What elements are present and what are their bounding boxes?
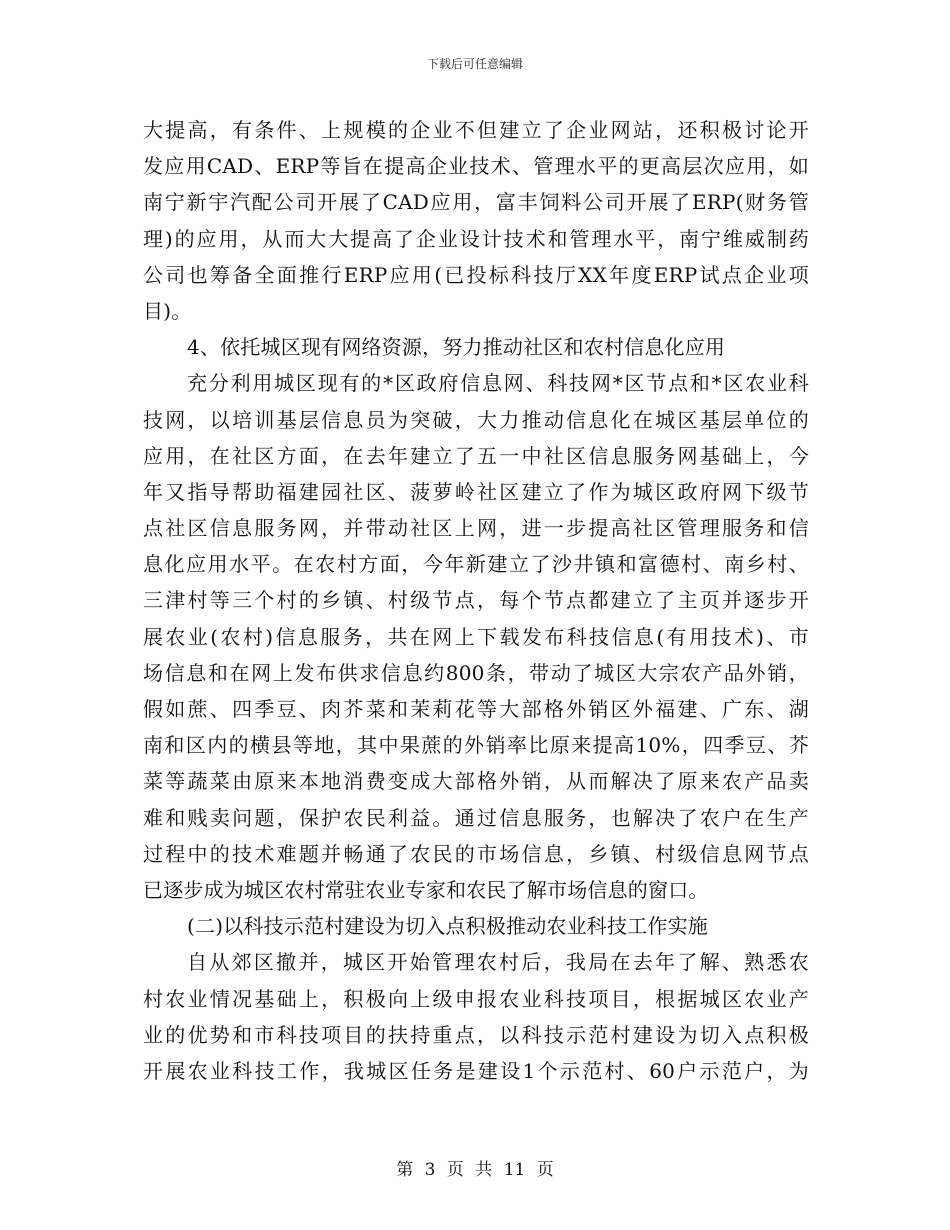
- page-header: 下载后可任意编辑: [426, 57, 523, 71]
- text-line: 菜等蔬菜由原来本地消费变成大部格外销，从而解决了原来农产品卖: [143, 769, 809, 794]
- text-line: 难和贱卖问题，保护农民利益。通过信息服务，也解决了农户在生产: [143, 805, 809, 830]
- text-line: 4、依托城区现有网络资源，努力推动社区和农村信息化应用: [187, 335, 726, 360]
- text-line: 技网，以培训基层信息员为突破，大力推动信息化在城区基层单位的: [143, 407, 809, 432]
- text-line: 发应用CAD、ERP等旨在提高企业技术、管理水平的更高层次应用，如: [143, 154, 809, 179]
- page-footer: 第 3 页 共 11 页: [396, 1160, 554, 1180]
- text-line: 点社区信息服务网，并带动社区上网，进一步提高社区管理服务和信: [143, 516, 809, 541]
- text-line: 已逐步成为城区农村常驻农业专家和农民了解市场信息的窗口。: [143, 877, 709, 902]
- text-line: 大提高，有条件、上规模的企业不但建立了企业网站，还积极讨论开: [143, 118, 809, 142]
- text-line: 过程中的技术难题并畅通了农民的市场信息，乡镇、村级信息网节点: [143, 841, 809, 866]
- text-line: 理)的应用，从而大大提高了企业设计技术和管理水平，南宁维威制药: [143, 226, 809, 251]
- text-line: 业的优势和市科技项目的扶持重点，以科技示范村建设为切入点积极: [143, 1022, 809, 1047]
- text-line: 息化应用水平。在农村方面，今年新建立了沙井镇和富德村、南乡村、: [143, 552, 809, 577]
- text-line: 自从郊区撤并，城区开始管理农村后，我局在去年了解、熟悉农: [187, 950, 809, 975]
- text-line: 南宁新宇汽配公司开展了CAD应用，富丰饲料公司开展了ERP(财务管: [143, 190, 809, 215]
- document-body: [143, 112, 809, 1089]
- text-line: 三津村等三个村的乡镇、村级节点，每个节点都建立了主页并逐步开: [143, 588, 809, 613]
- text-line: 年又指导帮助福建园社区、菠萝岭社区建立了作为城区政府网下级节: [143, 479, 809, 504]
- text-line: 南和区内的横县等地，其中果蔗的外销率比原来提高10%，四季豆、芥: [143, 733, 809, 758]
- text-line: 公司也筹备全面推行ERP应用(已投标科技厅XX年度ERP试点企业项: [143, 262, 809, 287]
- text-line: 村农业情况基础上，积极向上级申报农业科技项目，根据城区农业产: [143, 986, 809, 1011]
- text-line: 目)。: [143, 298, 192, 323]
- text-line: 展农业(农村)信息服务，共在网上下载发布科技信息(有用技术)、市: [143, 624, 809, 649]
- text-line: 应用，在社区方面，在去年建立了五一中社区信息服务网基础上，今: [143, 443, 809, 468]
- text-line: 场信息和在网上发布供求信息约800条，带动了城区大宗农产品外销，: [143, 660, 809, 685]
- text-line: 开展农业科技工作，我城区任务是建设1个示范村、60户示范户，为: [143, 1058, 809, 1083]
- text-line: 充分利用城区现有的*区政府信息网、科技网*区节点和*区农业科: [187, 371, 809, 396]
- text-line: (二)以科技示范村建设为切入点积极推动农业科技工作实施: [187, 914, 709, 939]
- text-line: 假如蔗、四季豆、肉芥菜和茉莉花等大部格外销区外福建、广东、湖: [143, 697, 809, 721]
